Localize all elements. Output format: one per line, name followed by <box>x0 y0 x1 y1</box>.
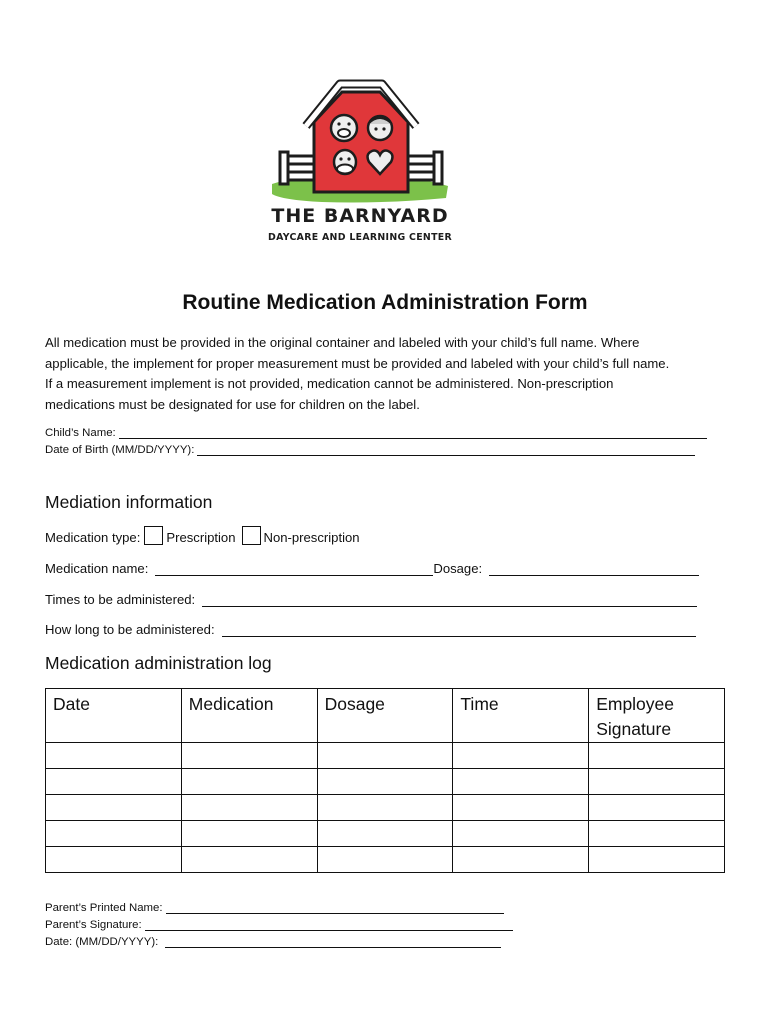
how-long-field[interactable] <box>222 622 696 637</box>
table-row <box>46 743 725 769</box>
parent-printed-name-label: Parent’s Printed Name: <box>45 902 163 914</box>
table-cell[interactable] <box>46 743 182 769</box>
parent-printed-name-field[interactable] <box>166 902 504 914</box>
prescription-label: Prescription <box>166 530 236 545</box>
medication-name-row <box>45 561 699 576</box>
table-cell[interactable] <box>453 821 589 847</box>
childs-name-row <box>45 427 707 439</box>
medication-name-field[interactable] <box>155 561 433 576</box>
dosage-field[interactable] <box>489 561 699 576</box>
table-cell[interactable] <box>46 847 182 873</box>
dosage-label: Dosage: <box>433 561 483 576</box>
table-cell[interactable] <box>453 769 589 795</box>
intro-paragraph <box>45 333 735 415</box>
table-cell[interactable] <box>453 795 589 821</box>
intro-line: medications must be designated for use for children on the label. <box>45 396 420 412</box>
table-cell[interactable] <box>589 769 725 795</box>
column-header: Time <box>453 689 589 743</box>
table-cell[interactable] <box>181 769 317 795</box>
medication-type-label: Medication type: <box>45 530 141 545</box>
table-row <box>46 795 725 821</box>
medication-type-row <box>45 526 360 545</box>
table-cell[interactable] <box>317 795 453 821</box>
childs-name-field[interactable] <box>119 427 707 439</box>
how-long-label: How long to be administered: <box>45 622 215 637</box>
intro-line: If a measurement implement is not provided, medication cannot be administered. Non-prescription <box>45 376 614 391</box>
column-header: Date <box>46 689 182 743</box>
non-prescription-label: Non-prescription <box>263 530 360 545</box>
table-cell[interactable] <box>453 847 589 873</box>
table-cell[interactable] <box>317 847 453 873</box>
table-cell[interactable] <box>181 795 317 821</box>
intro-line: All medication must be provided in the original container and labeled with your child’s full name. Where <box>45 335 640 350</box>
column-header: Dosage <box>317 689 453 743</box>
table-cell[interactable] <box>46 769 182 795</box>
barn-icon <box>314 92 408 192</box>
table-cell[interactable] <box>589 743 725 769</box>
table-cell[interactable] <box>46 821 182 847</box>
brand-tagline: DAYCARE AND LEARNING CENTER <box>267 232 452 243</box>
table-row <box>46 821 725 847</box>
brand-name: THE BARNYARD <box>271 205 449 227</box>
table-cell[interactable] <box>589 847 725 873</box>
medication-info-heading: Mediation information <box>45 492 213 512</box>
parent-date-field[interactable] <box>165 936 501 948</box>
intro-line: applicable, the implement for proper measurement must be provided and labeled with your child’s full name. <box>45 355 670 371</box>
times-field[interactable] <box>202 592 697 607</box>
child-face-icon <box>368 116 392 140</box>
parent-signature-label: Parent’s Signature: <box>45 919 142 931</box>
cow-icon <box>334 150 356 174</box>
table-cell[interactable] <box>181 821 317 847</box>
table-cell[interactable] <box>181 847 317 873</box>
parent-signature-field[interactable] <box>145 919 513 931</box>
parent-signature-row <box>45 919 513 931</box>
page-title: Routine Medication Administration Form <box>182 291 588 314</box>
table-cell[interactable] <box>317 769 453 795</box>
table-header-row <box>46 689 725 743</box>
table-row <box>46 769 725 795</box>
table-cell[interactable] <box>317 743 453 769</box>
non-prescription-checkbox[interactable] <box>242 526 261 545</box>
table-cell[interactable] <box>453 743 589 769</box>
parent-date-row <box>45 936 501 948</box>
column-header: Medication <box>181 689 317 743</box>
table-row <box>46 847 725 873</box>
times-label: Times to be administered: <box>45 592 196 607</box>
pig-icon <box>331 115 357 141</box>
medication-name-label: Medication name: <box>45 561 149 576</box>
log-heading: Medication administration log <box>45 653 272 673</box>
childs-name-label: Child’s Name: <box>45 427 116 439</box>
how-long-row <box>45 622 696 637</box>
dob-field[interactable] <box>197 444 695 456</box>
table-cell[interactable] <box>589 821 725 847</box>
dob-label: Date of Birth (MM/DD/YYYY): <box>45 444 195 456</box>
column-header: Employee Signature <box>589 689 725 743</box>
prescription-checkbox[interactable] <box>144 526 163 545</box>
times-row <box>45 592 697 607</box>
dob-row <box>45 444 695 456</box>
parent-date-label: Date: (MM/DD/YYYY): <box>45 936 159 948</box>
table-cell[interactable] <box>181 743 317 769</box>
table-cell[interactable] <box>589 795 725 821</box>
parent-printed-name-row <box>45 902 504 914</box>
table-cell[interactable] <box>317 821 453 847</box>
medication-log-table <box>45 688 725 873</box>
table-cell[interactable] <box>46 795 182 821</box>
